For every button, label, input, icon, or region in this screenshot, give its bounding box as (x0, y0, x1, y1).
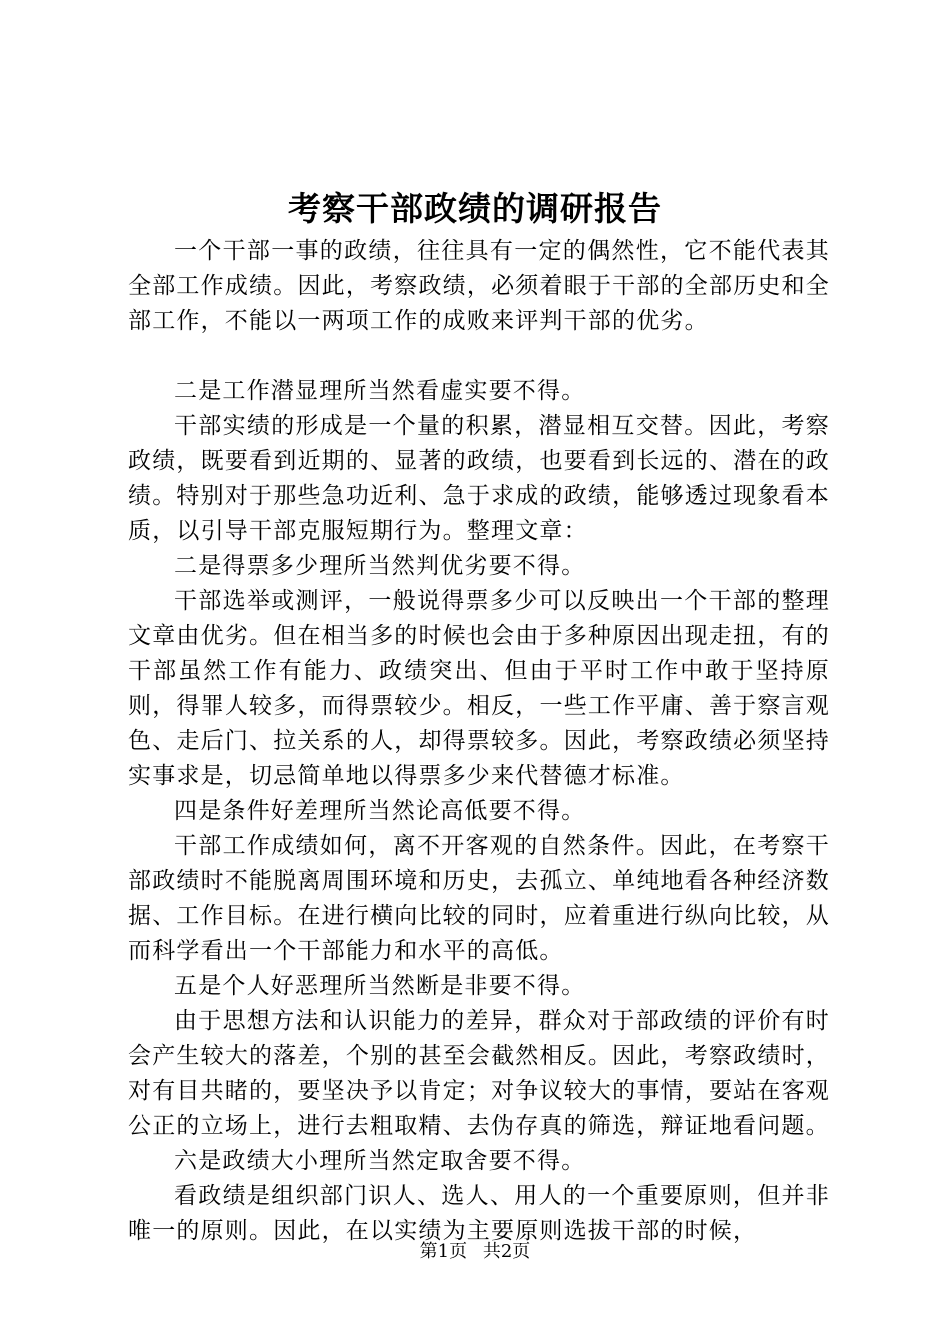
section-heading-6: 六是政绩大小理所当然定取舍要不得。 (174, 1148, 586, 1174)
paragraph-1: 一个干部一事的政绩，往往具有一定的偶然性，它不能代表其全部工作成绩。因此，考察政绩，必须着眼于干部的全部历史和全部工作，不能以一两项工作的成败来评判干部的优劣。 (128, 238, 830, 334)
page-footer (0, 1240, 950, 1264)
paragraph-5: 由于思想方法和认识能力的差异，群众对于部政绩的评价有时会产生较大的落差，个别的甚至会截然相反。因此，考察政绩时，对有目共睹的，要坚决予以肯定；对争议较大的事情，要站在客观公正的立场上，进行去粗取精、去伪存真的筛选，辩证地看问题。 (128, 1008, 830, 1139)
section-heading-2: 二是工作潜显理所当然看虚实要不得。 (174, 378, 586, 404)
paragraph-3: 干部选举或测评，一般说得票多少可以反映出一个干部的整理文章由优劣。但在相当多的时候也会由于多种原因出现走扭，有的干部虽然工作有能力、政绩突出、但由于平时工作中敢于坚持原则，得罪人较多，而得票较少。相反，一些工作平庸、善于察言观色、走后门、拉关系的人，却得票较多。因此，考察政绩必须坚持实事求是，切忌简单地以得票多少来代替德才标准。 (128, 588, 830, 789)
document-title: 考察干部政绩的调研报告 (288, 189, 662, 228)
document-body (128, 234, 830, 1249)
paragraph-2: 干部实绩的形成是一个量的积累，潜显相互交替。因此，考察政绩，既要看到近期的、显著的政绩，也要看到长远的、潜在的政绩。特别对于那些急功近利、急于求成的政绩，能够透过现象看本质，以引导干部克服短期行为。整理文章： (128, 413, 830, 544)
page-total: 共2页 (482, 1241, 531, 1262)
section-heading-4: 四是条件好差理所当然论高低要不得。 (174, 798, 586, 824)
paragraph-6: 看政绩是组织部门识人、选人、用人的一个重要原则，但并非唯一的原则。因此，在以实绩为主要原则选拔干部的时候， (128, 1183, 830, 1244)
section-heading-3: 二是得票多少理所当然判优劣要不得。 (174, 553, 586, 579)
section-heading-5: 五是个人好恶理所当然断是非要不得。 (174, 973, 586, 999)
paragraph-4: 干部工作成绩如何，离不开客观的自然条件。因此，在考察干部政绩时不能脱离周围环境和历史，去孤立、单纯地看各种经济数据、工作目标。在进行横向比较的同时，应着重进行纵向比较，从而科学看出一个干部能力和水平的高低。 (128, 833, 830, 964)
page-number: 第1页 (419, 1241, 468, 1262)
